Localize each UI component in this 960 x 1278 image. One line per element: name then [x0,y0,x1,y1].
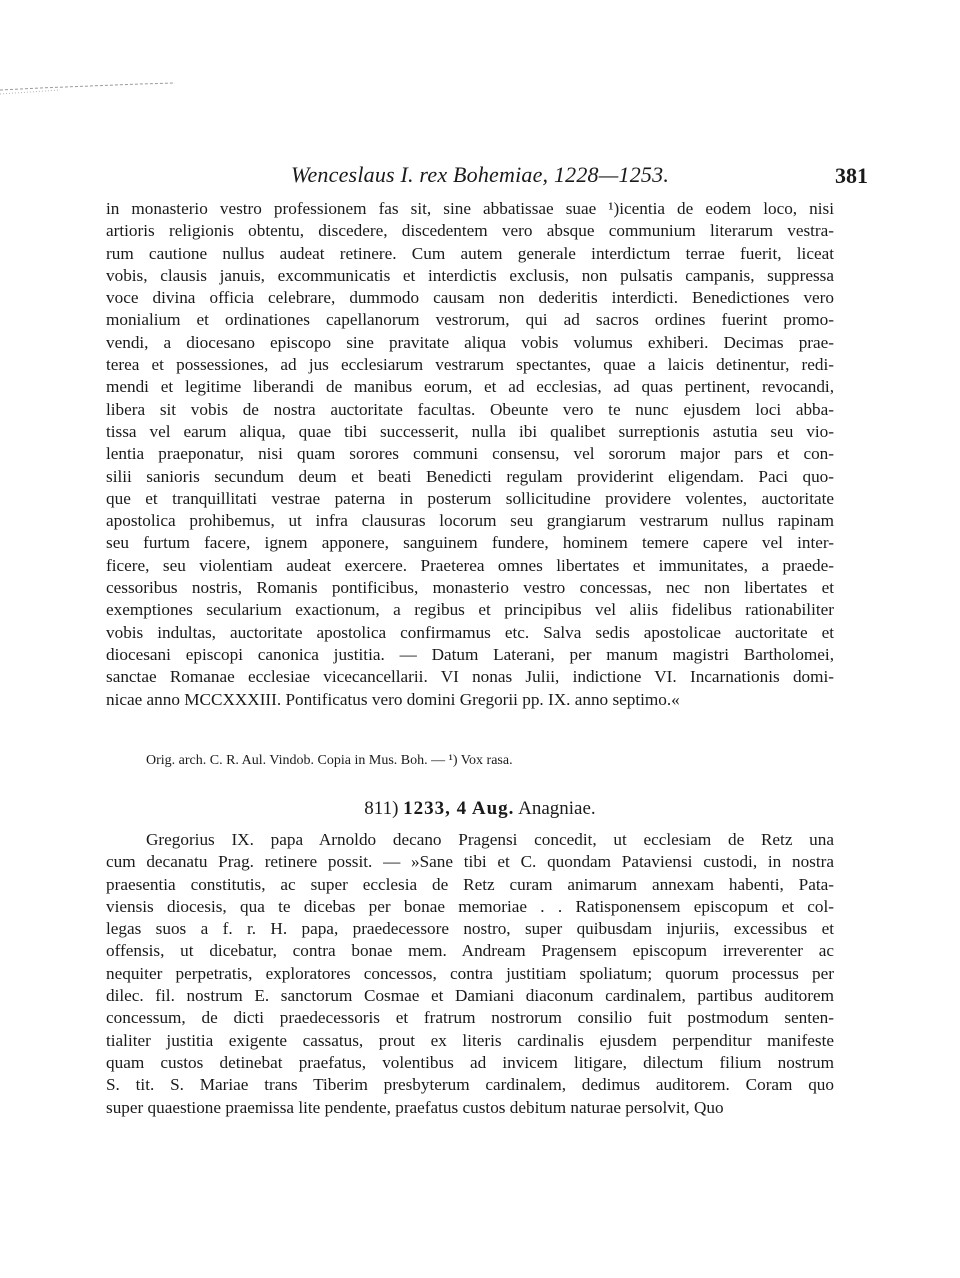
text-line: vobis, clausis januis, excommunicatis et interdictis exclusis, non pulsatis campanis, suppressa [106,265,834,285]
text-line: libera sit vobis de nostra auctoritate facultas. Obeunte vero te nunc ejusdem loci abba- [106,399,834,419]
text-line: que et tranquillitati vestrae paterna in posterum sollicitudine providere volentes, auctoritate [106,488,834,508]
running-header-title: Wenceslaus I. rex Bohemiae, 1228—1253. [290,162,670,187]
text-line: vobis indultas, auctoritate apostolica confirmamus etc. Salva sedis apostolicae auctoritate et [106,622,834,642]
text-line: seu furtum facere, ignem apponere, sanguinem fundere, hominem temere capere vel inter- [106,533,834,553]
text-line: viensis diocesis, qua te dicebas per bonae memoriae . . Ratisponensem episcopum et col- [106,896,834,916]
text-line: diocesani episcopi canonica justitia. — Datum Laterani, per manum magistri Bartholomei, [106,644,834,664]
text-line: tialiter justitia exigente cassatus, prout ex literis cardinalis ejusdem perpenditur manifeste [106,1030,834,1050]
page-number: 381 [835,163,868,188]
text-line: vendi, a diocesano episcopo sine pravitate aliqua vobis volumus exhiberi. Decimas prae- [106,332,834,352]
document-place: Anagniae. [518,798,596,819]
text-line: apostolica prohibemus, ut infra clausuras locorum seu grangiarum vestrarum nullus rapinam [106,511,834,531]
text-line: praesentia constitutis, ac super ecclesia de Retz curam animarum annexam habenti, Pata- [106,874,834,894]
document-heading [0,798,960,820]
text-line: tissa vel earum aliqua, quae tibi successerit, nulla ibi qualibet surreptionis astutia seu vio- [106,421,834,441]
text-line: terea et possessiones, ad jus ecclesiarum vestrarum spectantes, quae a laicis detinentur, redi- [106,355,834,375]
text-line: exemptiones secularium exactionum, a regibus et principibus vel aliis fidelibus rationabiliter [106,600,834,620]
source-footnote: Orig. arch. C. R. Aul. Vindob. Copia in Mus. Boh. — ¹) Vox rasa. [146,753,513,768]
text-line: sanctae Romanae ecclesiae vicecancellarii. VI nonas Julii, indictione VI. Incarnationis domi- [106,667,834,687]
text-line: artioris religionis obtentu, discedere, discedentem vero absque communium literarum vestra- [106,221,834,241]
scan-artifact-mark [0,78,175,100]
document-number: 811) [364,798,399,819]
text-line: Gregorius IX. papa Arnoldo decano Pragensi concedit, ut ecclesiam de Retz una [146,830,834,849]
text-line: legas suos a f. r. H. papa, praedecessore nostro, super quibusdam injuriis, excessibus et [106,919,834,939]
text-line: nicae anno MCCXXXIII. Pontificatus vero domini Gregorii pp. IX. anno septimo.« [106,689,680,709]
text-line: monialium et ordinationes capellanorum vestrorum, qui ad sacros ordines fuerint promo- [106,310,834,330]
text-line: concessum, de dicti praedecessoris et fratrum nostrorum consilio fuit postmodum senten- [106,1008,834,1028]
text-line: cessoribus nostris, Romanis pontificibus, monasterio vestro concessas, nec non libertates et [106,578,834,598]
text-line: S. tit. S. Mariae trans Tiberim presbyterum cardinalem, dedimus auditorem. Coram quo [106,1075,834,1095]
text-line: silii sanioris secundum deum et beati Benedicti regulam providerint eligendam. Paci quo- [106,466,834,486]
text-line: rum cautione nullus audeat retinere. Cum autem generale interdictum terrae fuerit, liceat [106,243,834,263]
regest-text-paragraph [106,829,834,1119]
text-line: lentia praeponatur, nisi quam sorores communi consensu, vel sororum major pars et con- [106,444,834,464]
text-line: cum decanatu Prag. retinere possit. — »Sane tibi et C. quondam Pataviensi custodi, in nostra [106,852,834,872]
text-line: quam custos detinebat praefatus, volentibus ad invicem litigare, dilectum filium nostrum [106,1052,834,1072]
text-line: nequiter perpetratis, exploratores concessos, contra justitiam spoliatum; quorum processus per [106,963,834,983]
text-line: in monasterio vestro professionem fas sit, sine abbatissae suae ¹)icentia de eodem loco, nisi [106,199,834,218]
charter-text-paragraph [106,198,834,711]
text-line: voce divina officia celebrare, dummodo causam non dederitis interdicti. Benedictiones vero [106,288,834,308]
text-line: ficere, seu violentiam audeat exercere. Praeterea omnes libertates et immunitates, a praede- [106,555,834,575]
text-line: dilec. fil. nostrum E. sanctorum Cosmae et Damiani diaconum cardinalem, partibus auditorem [106,986,834,1006]
text-line: mendi et legitime liberandi de manibus eorum, et ad ecclesias, ad quas pertinent, revocandi, [106,377,834,397]
document-date: 1233, 4 Aug. [403,798,515,819]
text-line: offensis, ut dicebatur, contra bonae mem. Andream Pragensem episcopum irreverenter ac [106,941,834,961]
text-line: super quaestione praemissa lite pendente, praefatus custos debitum naturae persolvit, Quo [106,1097,724,1117]
